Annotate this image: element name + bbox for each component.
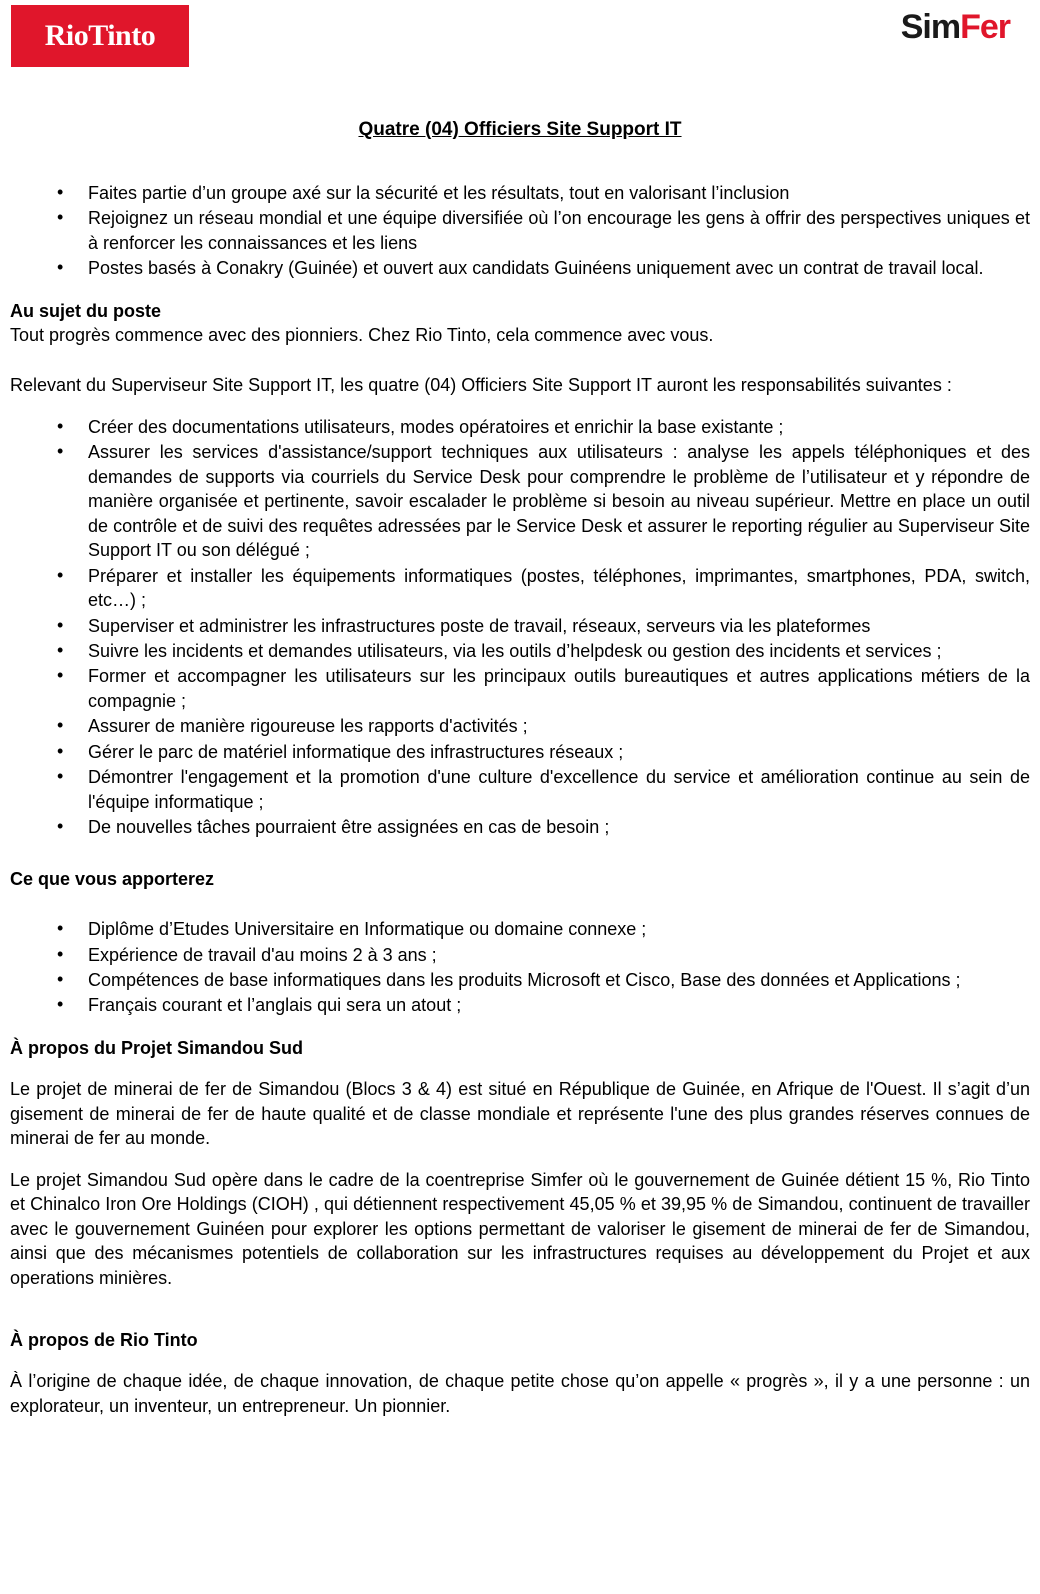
document-header xyxy=(10,0,1030,82)
about-role-lead-text: Tout progrès commence avec des pionniers. Chez Rio Tinto, cela commence avec vous. xyxy=(10,324,714,345)
list-item: • Créer des documentations utilisateurs, modes opératoires et enrichir la base existante ; xyxy=(10,415,1030,439)
section-heading-about-riotinto: À propos de Rio Tinto xyxy=(10,1329,198,1350)
list-item: • Compétences de base informatiques dans les produits Microsoft et Cisco, Base des données et Applications ; xyxy=(10,968,1030,992)
about-project-paragraph-1: Le projet de minerai de fer de Simandou (Blocs 3 & 4) est situé en République de Guinée, en Afrique de l'Ouest. Il s’agit d’un gisement de minerai de fer de haute qualité et de classe mondiale et représente l'une des plus grandes réserves connues de minerai de fer au monde. xyxy=(10,1079,1030,1149)
list-item: • Superviser et administrer les infrastructures poste de travail, réseaux, serveurs via les plateformes xyxy=(10,614,1030,638)
list-item: • De nouvelles tâches pourraient être assignées en cas de besoin ; xyxy=(10,815,1030,839)
list-item: • Démontrer l'engagement et la promotion d'une culture d'excellence du service et amélioration continue au sein de l'équipe informatique ; xyxy=(10,765,1030,814)
list-item: • Postes basés à Conakry (Guinée) et ouvert aux candidats Guinéens uniquement avec un contrat de travail local. xyxy=(10,256,1030,280)
page-title: Quatre (04) Officiers Site Support IT xyxy=(358,119,682,140)
riotinto-logo-text: RioTinto xyxy=(44,19,156,52)
list-item: • Faites partie d’un groupe axé sur la sécurité et les résultats, tout en valorisant l’inclusion xyxy=(10,181,1030,205)
section-heading-about-role: Au sujet du poste xyxy=(10,300,162,321)
intro-bullet-list xyxy=(10,181,1030,281)
simfer-logo-text-dark: Sim xyxy=(900,8,961,46)
list-item: • Assurer de manière rigoureuse les rapports d'activités ; xyxy=(10,714,1030,738)
requirements-bullet-list xyxy=(10,917,1030,1018)
about-project-paragraph-2: Le projet Simandou Sud opère dans le cadre de la coentreprise Simfer où le gouvernement de Guinée détient 15 %, Rio Tinto et Chinalco Iron Ore Holdings (CIOH) , qui détiennent respectivement 45,05 % et 39,95 % de Simandou, continuent de travailler avec le gouvernement Guinéen pour explorer les options permettant de valoriser le gisement de minerai de fer de Simandou, ainsi que des mécanismes potentiels de collaboration sur les infrastructures requises au développement du Projet et aux operations minières. xyxy=(10,1169,1030,1288)
list-item: • Français courant et l’anglais qui sera un atout ; xyxy=(10,993,1030,1017)
about-role-reporting-text: Relevant du Superviseur Site Support IT, les quatre (04) Officiers Site Support IT auront les responsabilités suivantes : xyxy=(10,375,952,396)
list-item: • Diplôme d’Etudes Universitaire en Informatique ou domaine connexe ; xyxy=(10,917,1030,941)
list-item: • Expérience de travail d'au moins 2 à 3 ans ; xyxy=(10,943,1030,967)
responsibilities-bullet-list xyxy=(10,415,1030,840)
riotinto-logo xyxy=(11,5,189,67)
list-item: • Suivre les incidents et demandes utilisateurs, via les outils d’helpdesk ou gestion des incidents et services ; xyxy=(10,639,1030,663)
list-item: • Rejoignez un réseau mondial et une équipe diversifiée où l’on encourage les gens à offrir des perspectives uniques et à renforcer les connaissances et les liens xyxy=(10,206,1030,255)
section-heading-about-project: À propos du Projet Simandou Sud xyxy=(10,1037,304,1058)
list-item: • Former et accompagner les utilisateurs sur les principaux outils bureautiques et autres applications métiers de la compagnie ; xyxy=(10,664,1030,713)
section-heading-requirements: Ce que vous apporterez xyxy=(10,868,215,889)
simfer-logo-text-red: Fer xyxy=(960,8,1010,46)
list-item: • Préparer et installer les équipements informatiques (postes, téléphones, imprimantes, smartphones, PDA, switch, etc…) ; xyxy=(10,564,1030,613)
about-riotinto-paragraph-1: À l’origine de chaque idée, de chaque innovation, de chaque petite chose qu’on appelle « progrès », il y a une personne : un explorateur, un inventeur, un entrepreneur. Un pionnier. xyxy=(10,1371,1030,1416)
list-item: • Gérer le parc de matériel informatique des infrastructures réseaux ; xyxy=(10,740,1030,764)
simfer-logo xyxy=(901,10,1010,44)
list-item: • Assurer les services d'assistance/support techniques aux utilisateurs : analyse les appels téléphoniques et des demandes de supports via courriels du Service Desk pour comprendre le problème de l’utilisateur et y répondre de manière organisée et pertinente, savoir escalader le problème si besoin au niveau supérieur. Mettre en place un outil de contrôle et de suivi des requêtes adressées par le Service Desk et assurer le reporting régulier au Superviseur Site Support IT ou son délégué ; xyxy=(10,440,1030,562)
